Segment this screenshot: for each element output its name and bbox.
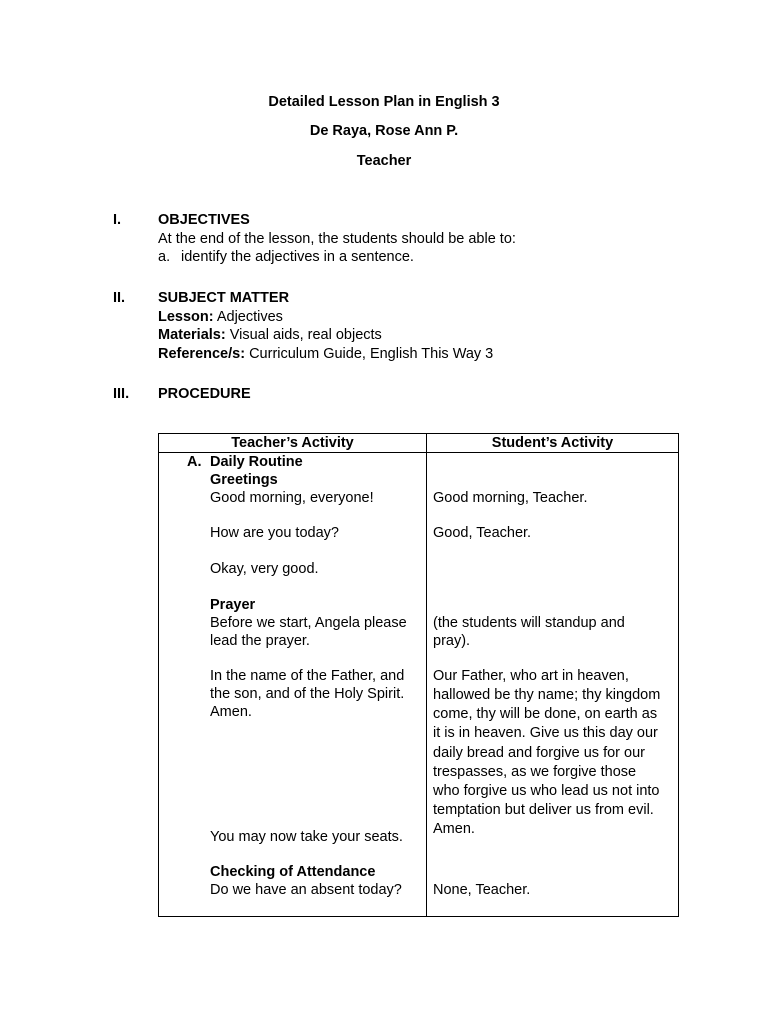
attendance-heading: Checking of Attendance xyxy=(210,864,376,880)
subject-matter-numeral: II. xyxy=(113,290,126,306)
teacher-sign-line2: the son, and of the Holy Spirit. xyxy=(210,686,405,702)
greetings-heading: Greetings xyxy=(210,472,278,488)
teacher-okay: Okay, very good. xyxy=(210,561,319,577)
teacher-sign-line1: In the name of the Father, and xyxy=(210,668,405,684)
student-standup-line2: pray). xyxy=(433,633,471,649)
lesson-line xyxy=(158,308,698,327)
student-prayer-line: Amen. xyxy=(433,821,475,837)
student-prayer-line: come, thy will be done, on earth as xyxy=(433,706,658,722)
teacher-attendance-question: Do we have an absent today? xyxy=(210,882,402,898)
student-prayer-line: Our Father, who art in heaven, xyxy=(433,668,629,684)
prayer-heading: Prayer xyxy=(210,597,256,613)
reference-label: Reference/s: xyxy=(158,345,246,362)
procedure-heading: PROCEDURE xyxy=(158,386,251,402)
materials-line xyxy=(158,326,698,345)
table-header-row xyxy=(159,434,679,453)
lesson-label: Lesson: xyxy=(158,308,214,325)
subject-matter-heading: SUBJECT MATTER xyxy=(158,290,290,306)
document-title: Detailed Lesson Plan in English 3 xyxy=(268,94,500,110)
materials-value: Visual aids, real objects xyxy=(229,327,382,343)
teacher-activity-header: Teacher’s Activity xyxy=(159,434,427,453)
objective-item-letter: a. xyxy=(158,249,171,265)
teacher-sign-line3: Amen. xyxy=(210,704,252,720)
subject-matter-section xyxy=(158,289,698,363)
objectives-section xyxy=(158,211,698,267)
objective-item-text: identify the adjectives in a sentence. xyxy=(181,249,414,265)
section-letter: A. xyxy=(187,454,202,470)
teacher-activity-cell xyxy=(159,453,427,917)
author-role: Teacher xyxy=(356,153,412,169)
student-activity-cell xyxy=(427,453,679,917)
teacher-seats: You may now take your seats. xyxy=(210,829,403,845)
objectives-intro: At the end of the lesson, the students should be able to: xyxy=(158,230,516,247)
table-row xyxy=(159,453,679,917)
reference-value: Curriculum Guide, English This Way 3 xyxy=(249,345,494,362)
objectives-heading: OBJECTIVES xyxy=(158,212,250,228)
reference-line xyxy=(158,345,698,364)
student-activity-header: Student’s Activity xyxy=(427,434,679,453)
objective-item xyxy=(158,248,698,267)
lesson-value: Adjectives xyxy=(216,308,283,325)
teacher-prayer-line1: Before we start, Angela please xyxy=(210,615,407,631)
student-standup-line1: (the students will standup and xyxy=(433,615,625,631)
teacher-prayer-line2: lead the prayer. xyxy=(210,633,310,649)
student-prayer-line: hallowed be thy name; thy kingdom xyxy=(433,687,661,703)
objectives-numeral: I. xyxy=(113,212,122,228)
teacher-how-are-you: How are you today? xyxy=(210,525,339,541)
teacher-greet: Good morning, everyone! xyxy=(210,490,374,506)
materials-label: Materials: xyxy=(158,327,226,343)
procedure-numeral: III. xyxy=(113,386,130,402)
student-good: Good, Teacher. xyxy=(433,525,532,541)
student-prayer-line: temptation but deliver us from evil. xyxy=(433,802,654,818)
student-prayer-line: who forgive us who lead us not into xyxy=(433,783,660,799)
student-prayer-line: daily bread and forgive us for our xyxy=(433,745,645,761)
student-none: None, Teacher. xyxy=(433,882,531,898)
student-prayer-line: trespasses, as we forgive those xyxy=(433,764,637,780)
procedure-table xyxy=(158,433,679,917)
student-prayer-line: it is in heaven. Give us this day our xyxy=(433,725,658,741)
student-greet: Good morning, Teacher. xyxy=(433,490,588,506)
author-name: De Raya, Rose Ann P. xyxy=(309,123,459,139)
section-title: Daily Routine xyxy=(210,454,303,470)
